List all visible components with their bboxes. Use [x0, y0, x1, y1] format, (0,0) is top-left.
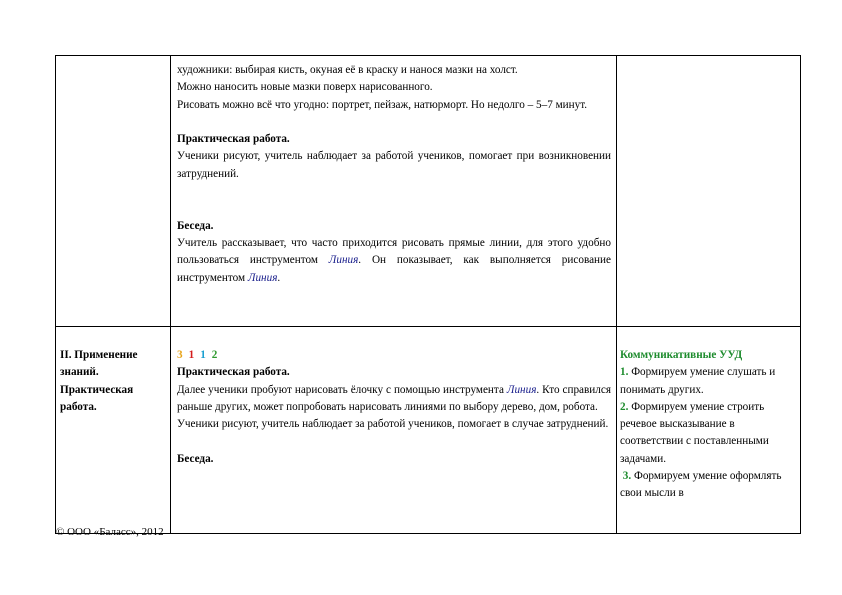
level-marker: 2 [211, 349, 218, 361]
content-text: художники: выбирая кисть, окуная её в краску и нанося мазки на холст. [177, 64, 518, 76]
level-marker: 1 [188, 349, 195, 361]
content-text: Можно наносить новые мазки поверх нарисованного. [177, 81, 433, 94]
content-text: Рисовать можно всё что угодно: портрет, пейзаж, натюрморт. Но недолго – 5–7 минут. [177, 98, 588, 111]
content-text: Учитель рассказывает, что часто приходится рисовать прямые линии, для этого удобно пользоваться инструментом [177, 236, 611, 267]
copyright-footer: © ООО «Баласс», 2012 [56, 526, 164, 538]
tool-name: Линия [247, 271, 278, 284]
stage-cell [56, 327, 171, 534]
uud-title: Коммуникативные УУД [620, 349, 743, 361]
talk-paragraph [177, 235, 611, 287]
stage-subtitle: Практическая работа. [60, 383, 134, 413]
lesson-table [55, 55, 801, 534]
uud-item [620, 364, 797, 399]
content-text: Ученики рисуют, учитель наблюдает за работой учеников, помогает при возникновении затруднений. [177, 150, 611, 180]
content-cell [171, 56, 617, 327]
content-text: . Он показывает, как выполняется рисование инструментом [177, 254, 611, 284]
level-marker: 3 [177, 349, 183, 361]
level-markers [177, 347, 611, 364]
tool-name: Линия [328, 254, 359, 267]
uud-number: 2. [620, 400, 629, 413]
uud-cell [617, 327, 801, 534]
content-text: . Кто справился раньше других, может попробовать нарисовать линиями по выбору дерево, дом, робота. [177, 383, 611, 413]
stage-title: II. Применение знаний. [60, 349, 138, 379]
table-row [56, 56, 801, 327]
content-cell [171, 327, 617, 534]
uud-text: Формируем умение слушать и понимать других. [620, 366, 776, 396]
content-text: . [277, 271, 281, 284]
uud-item [620, 399, 797, 468]
uud-text: Формируем умение строить речевое высказывание в соответствии с поставленными задачами. [620, 400, 769, 465]
content-text: Ученики рисуют, учитель наблюдает за работой учеников, помогает в случае затруднений. [177, 418, 609, 431]
uud-number: 1. [620, 366, 629, 379]
uud-cell-empty [617, 56, 801, 327]
uud-item [620, 468, 797, 503]
level-marker: 1 [200, 349, 206, 361]
talk-heading: Беседа. [177, 219, 214, 232]
content-text: Далее ученики пробуют нарисовать ёлочку с помощью инструмента [177, 383, 507, 396]
practice-heading: Практическая работа. [177, 366, 290, 379]
practice-paragraph [177, 382, 611, 417]
practice-heading: Практическая работа. [177, 133, 290, 146]
uud-number: 3. [622, 470, 632, 483]
uud-text: Формируем умение оформлять свои мысли в [620, 470, 782, 500]
talk-heading: Беседа. [177, 452, 214, 465]
table-row [56, 327, 801, 534]
stage-cell-empty [56, 56, 171, 327]
tool-name: Линия [506, 383, 537, 396]
